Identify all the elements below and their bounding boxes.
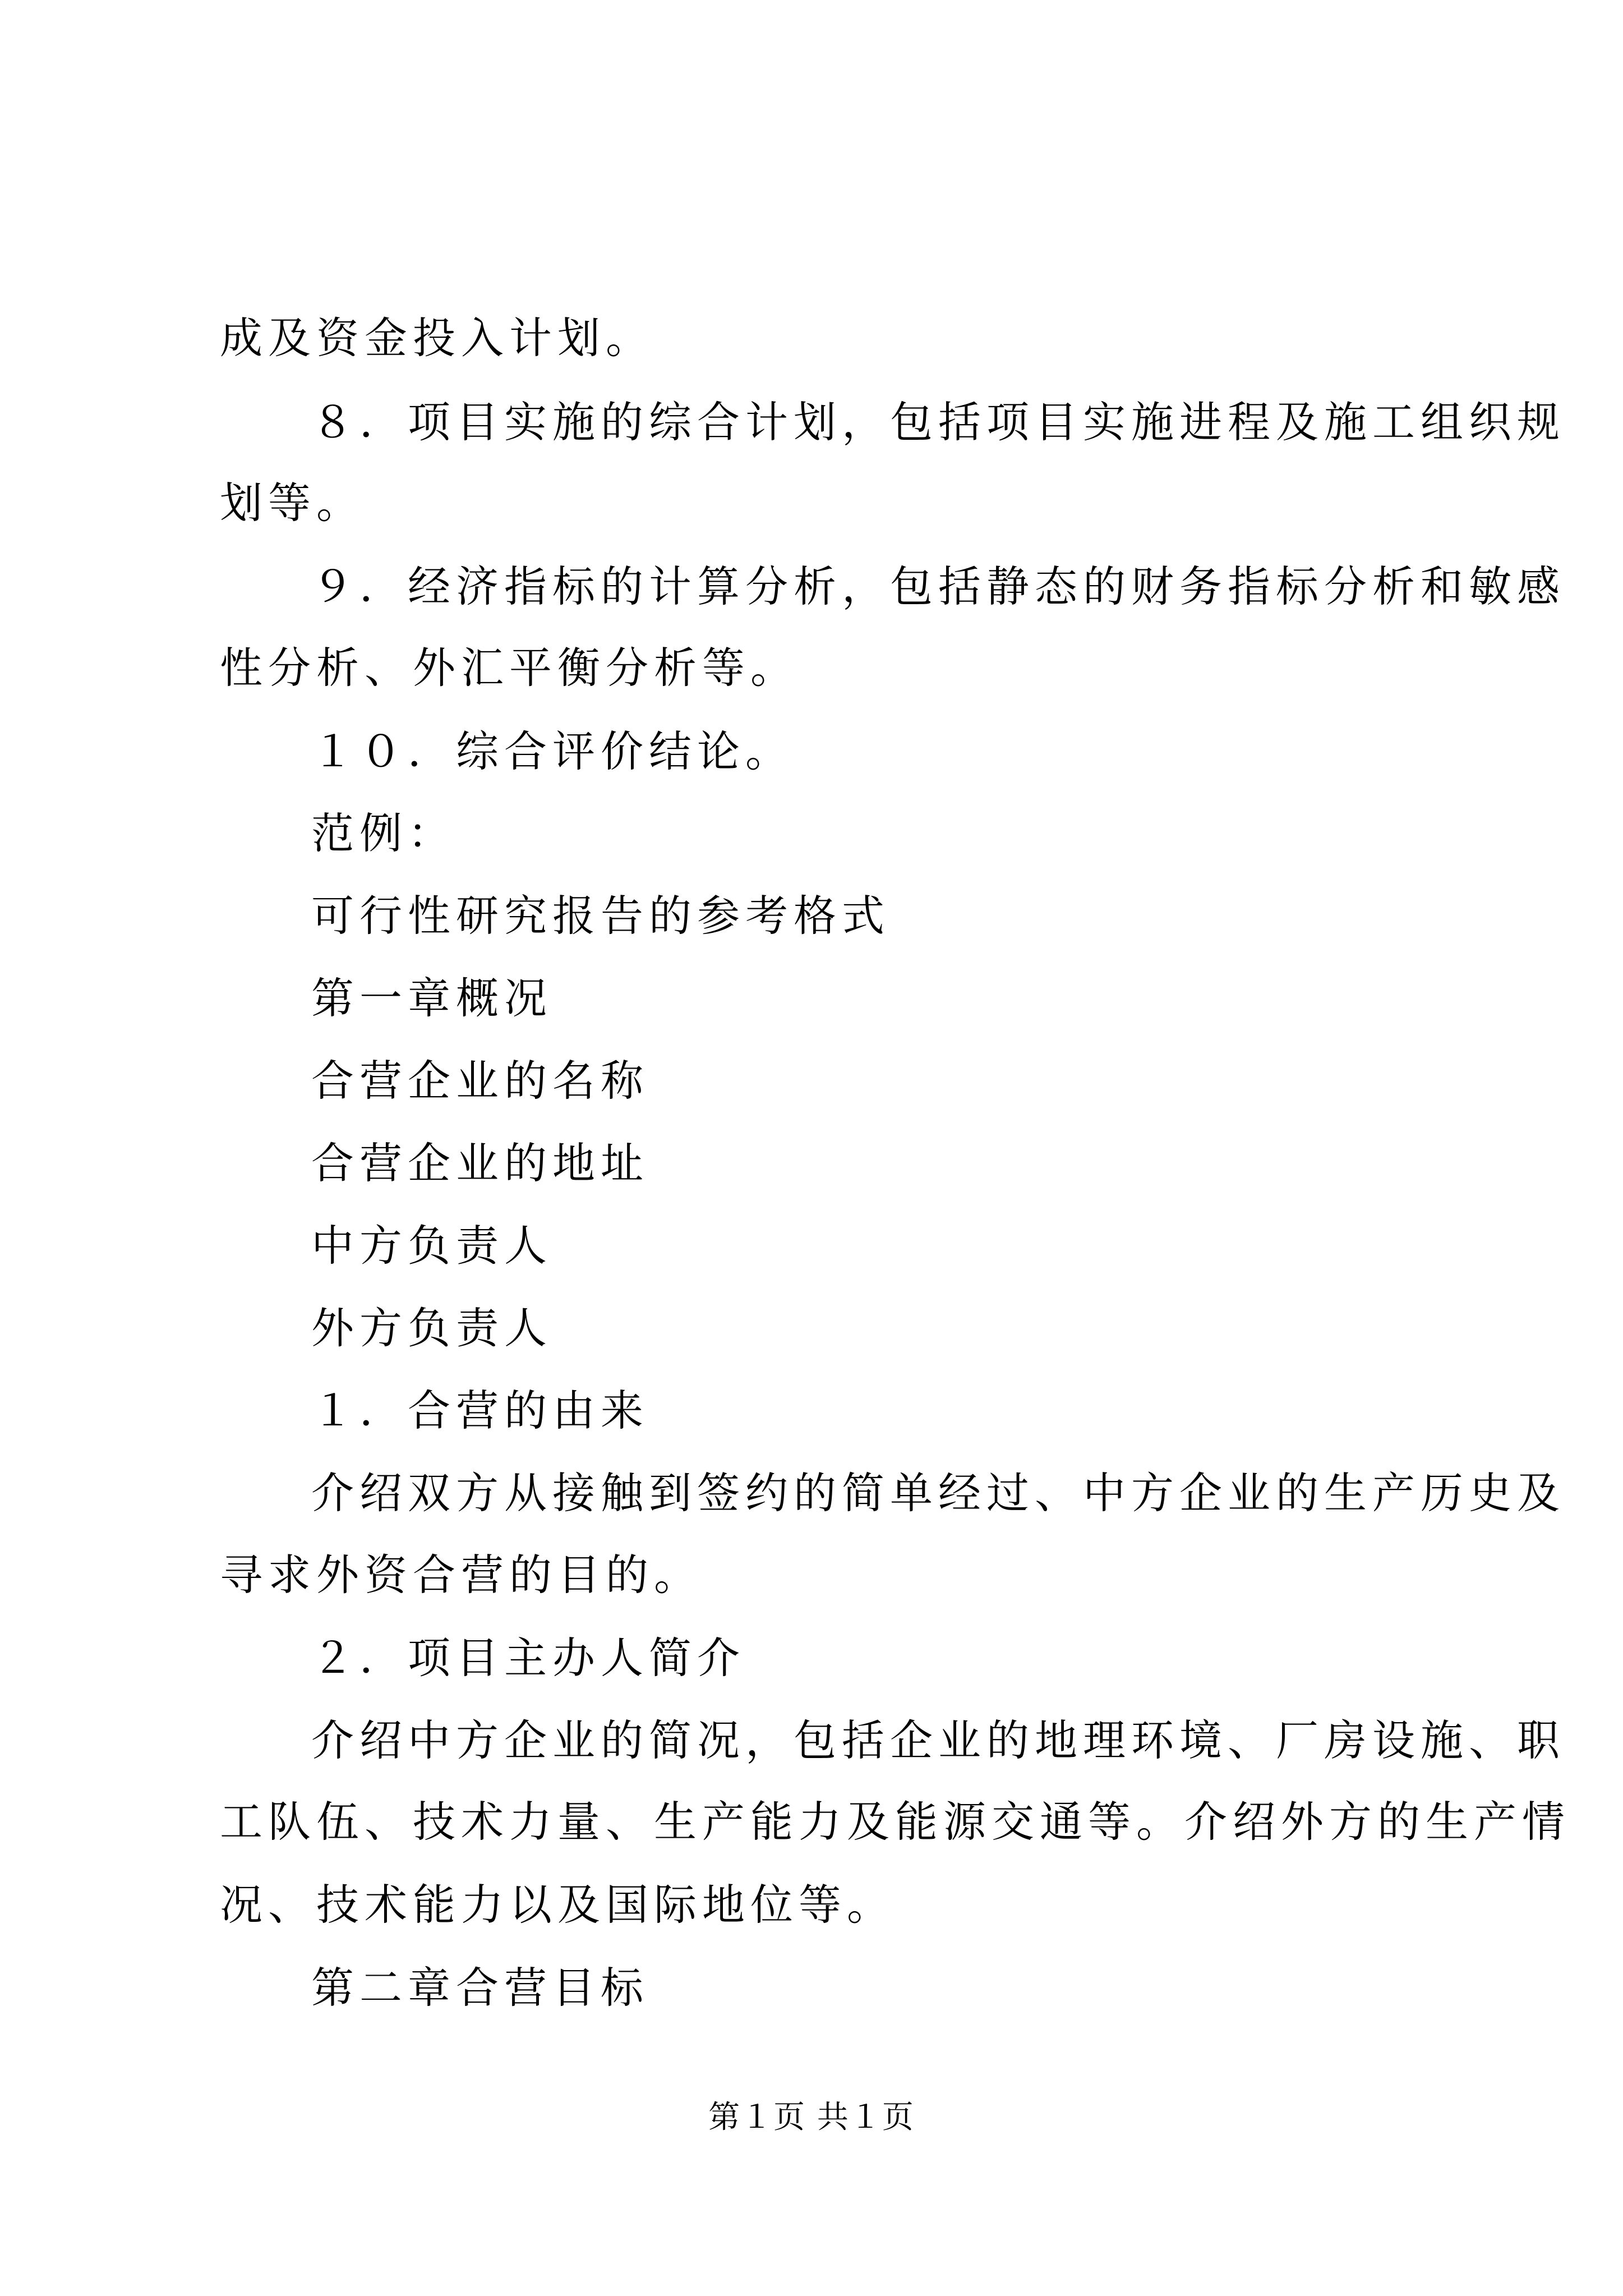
- body-text-line: １０．综合评价结论。: [311, 726, 794, 776]
- body-text-line: 范例：: [311, 808, 456, 858]
- body-text-line: 划等。: [220, 478, 365, 528]
- body-text-line: 成及资金投入计划。: [220, 313, 654, 363]
- body-text-line: 性分析、外汇平衡分析等。: [220, 643, 799, 693]
- body-text-line: 中方负责人: [311, 1221, 552, 1271]
- chapter-heading: 第一章概况: [311, 973, 552, 1023]
- body-text-line: 介绍双方从接触到签约的简单经过、中方企业的生产历史及: [311, 1468, 1565, 1518]
- body-text-line: 工队伍、技术力量、生产能力及能源交通等。介绍外方的生产情: [220, 1797, 1570, 1847]
- body-text-line: 况、技术能力以及国际地位等。: [220, 1880, 895, 1930]
- section-heading: ２．项目主办人简介: [311, 1633, 745, 1683]
- chapter-heading: 第二章合营目标: [311, 1963, 649, 2013]
- body-text-line: 合营企业的地址: [311, 1138, 649, 1188]
- body-text-line: 寻求外资合营的目的。: [220, 1550, 702, 1600]
- page-footer: 第１页 共１页: [708, 2099, 915, 2136]
- body-text-line: ８．项目实施的综合计划，包括项目实施进程及施工组织规: [311, 397, 1565, 447]
- section-heading: １．合营的由来: [311, 1386, 649, 1435]
- body-text-line: 合营企业的名称: [311, 1056, 649, 1106]
- body-text-line: 可行性研究报告的参考格式: [311, 891, 890, 941]
- body-text-line: ９．经济指标的计算分析，包括静态的财务指标分析和敏感: [311, 562, 1565, 611]
- body-text-line: 外方负责人: [311, 1303, 552, 1353]
- body-text-line: 介绍中方企业的简况，包括企业的地理环境、厂房设施、职: [311, 1715, 1565, 1765]
